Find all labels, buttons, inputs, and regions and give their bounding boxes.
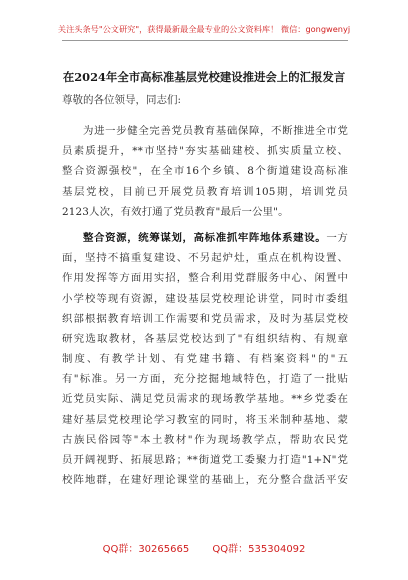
section-heading: 整合资源，统筹谋划，高标准抓牢阵地体系建设。: [83, 231, 327, 244]
paragraph-line: [62, 228, 348, 248]
paragraph-line: 2123人次，有效打通了党员教育"最后一公里"。: [62, 205, 289, 218]
paragraph-lead-tail: 一方: [326, 231, 348, 244]
footer-qq-group-1: QQ群：30265665: [102, 544, 190, 555]
paragraph-line: 织部根据教育培训工作需要和党员需求，及时为基层党校: [62, 312, 348, 325]
paragraph-line: 整合资源强校"，在全市16个乡镇、8个街道建设高标准: [62, 165, 348, 178]
footer-qq-group-2: QQ群：535304092: [212, 544, 306, 555]
salutation: 尊敬的各位领导，同志们:: [62, 94, 182, 106]
paragraph-line: 有"标准。另一方面，充分挖掘地域特色，打造了一批贴: [62, 373, 348, 386]
paragraph-line: 面，坚持不搞重复建设、不另起炉灶，重点在机构设置、: [62, 252, 348, 265]
paragraph-line: 员素质提升，**市坚持"夯实基础建校、抓实质量立校、: [62, 145, 348, 158]
paragraph-line: 为进一步健全完善党员教育基础保障，不断推进全市党: [83, 125, 348, 137]
paragraph-line: 古族民俗园等"本土教材"作为现场教学点，帮助农民党: [62, 433, 348, 446]
paragraph-line: 基层党校，目前已开展党员教育培训105期，培训党员: [62, 185, 348, 198]
footer: [0, 540, 408, 555]
document-title: 在2024年全市高标准基层党校建设推进会上的汇报发言: [62, 70, 346, 84]
paragraph-line: 制度、有教学计划、有党建书籍、有档案资料"的"五: [62, 353, 348, 366]
paragraph-line: 研究选取教材，各基层党校达到了"有组织结构、有规章: [62, 332, 348, 345]
paragraph-line: 小学校等现有资源，建设基层党校理论讲堂，同时市委组: [62, 292, 348, 305]
document-body: [62, 121, 348, 490]
paragraph-line: 作用发挥等方面用实招，整合利用党群服务中心、闲置中: [62, 272, 348, 285]
paragraph-line: 近党员实际、满足党员需求的现场教学基地。**乡党委在: [62, 393, 348, 406]
header-banner: 关注头条号"公文研究"，获得最新最全最专业的公文资料库！ 微信：gongwenyj: [57, 24, 351, 34]
header-divider: [62, 40, 348, 41]
paragraph-line: 员开阔视野、拓展思路；**街道党工委聚力打造"1+N"党: [62, 454, 348, 466]
paragraph-line: 建好基层党校理论学习教室的同时，将玉米制种基地、蒙: [62, 413, 348, 426]
paragraph-line: 校阵地群，在建好理论课堂的基础上，充分整合盘活平安: [62, 474, 348, 487]
